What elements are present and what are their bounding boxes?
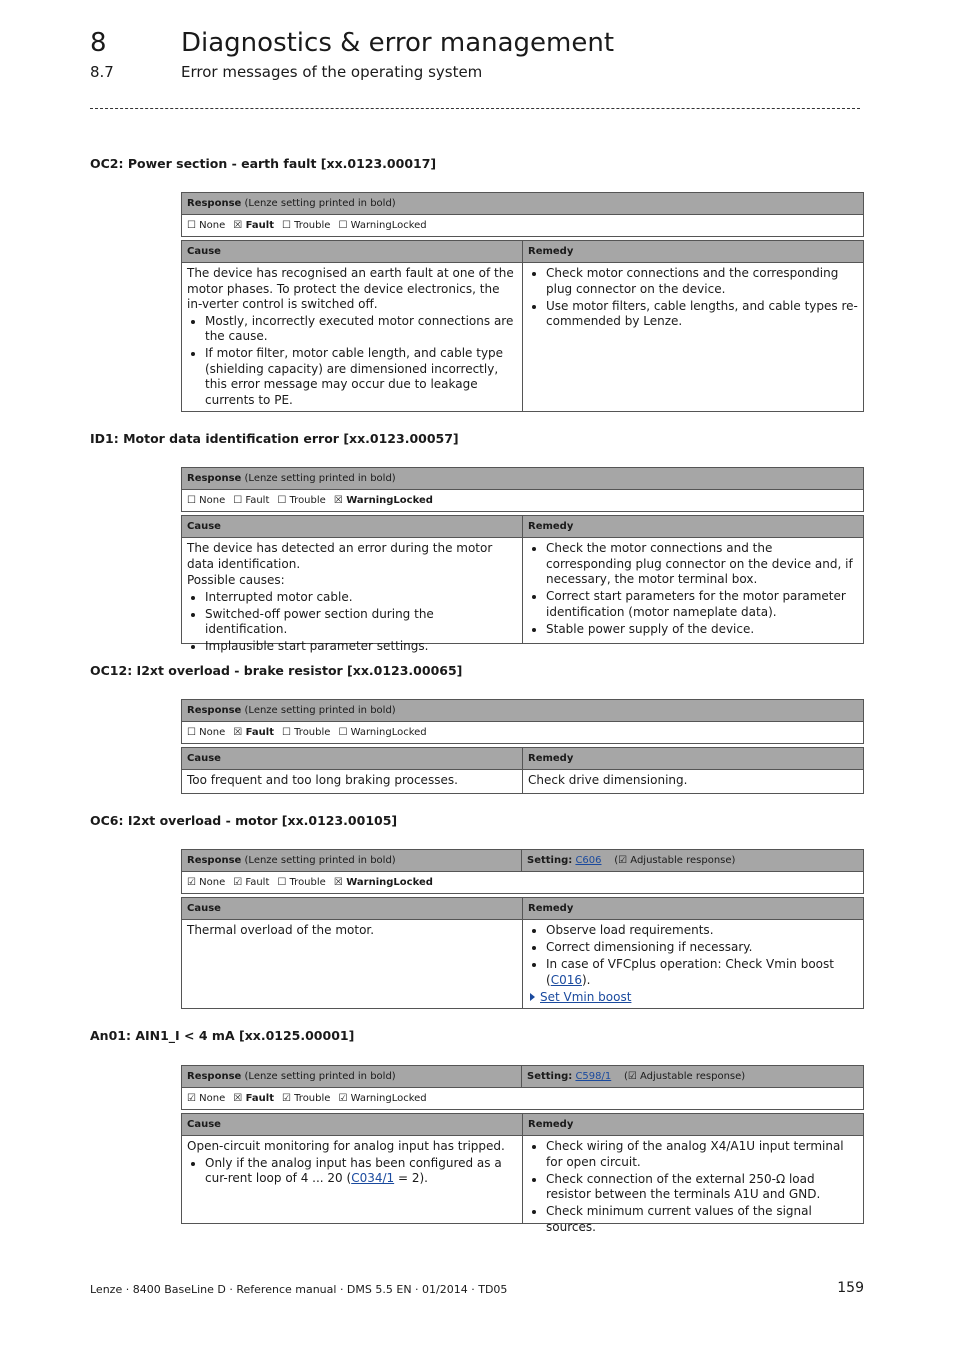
response-table-an01 xyxy=(181,1065,864,1110)
link-arrow-icon xyxy=(530,993,535,1001)
cause-bullet: • Implausible start parameter settings. xyxy=(205,639,518,655)
option-trouble: ☐ Trouble xyxy=(277,495,326,506)
option-warninglocked: ☒ WarningLocked xyxy=(333,877,433,888)
response-label: Response xyxy=(187,1071,242,1082)
cause-remedy-table-an01 xyxy=(181,1113,864,1234)
remedy-header: Remedy xyxy=(528,521,574,532)
chapter-title: Diagnostics & error management xyxy=(181,28,615,58)
cause-bullet: • Switched-off power section during the identification. xyxy=(205,607,518,638)
remedy-header: Remedy xyxy=(528,753,574,764)
response-note: (Lenze setting printed in bold) xyxy=(244,705,396,716)
option-none: ☐ None xyxy=(187,220,226,231)
cause-text: The device has recognised an earth fault at one of the motor phases. To protect the device electronics, the in-verter control is switched off. xyxy=(187,266,514,311)
section-number: 8.7 xyxy=(90,63,114,81)
response-note: (Lenze setting printed in bold) xyxy=(244,198,396,209)
cause-bullet-pre: Only if the analog input has been configured as a cur-rent loop of 4 ... 20 ( xyxy=(205,1155,502,1185)
set-vmin-boost-link[interactable]: Set Vmin boost xyxy=(540,989,632,1004)
cause-header: Cause xyxy=(182,898,523,919)
response-note: (Lenze setting printed in bold) xyxy=(244,1071,396,1082)
remedy-header: Remedy xyxy=(528,246,574,257)
c016-link[interactable]: C016 xyxy=(550,972,582,987)
error-heading-oc6: OC6: I2xt overload - motor [xx.0123.00105] xyxy=(90,813,398,828)
response-label: Response xyxy=(187,473,242,484)
error-heading-an01: An01: AIN1_I < 4 mA [xx.0125.00001] xyxy=(90,1028,355,1043)
remedy-bullet: • Correct dimensioning if necessary. xyxy=(546,940,859,956)
option-trouble: ☐ Trouble xyxy=(282,727,331,738)
option-none: ☑ None xyxy=(187,877,226,888)
remedy-bullet: • Check the motor connections and the corresponding plug connector on the device and, if necessary, the motor terminal box. xyxy=(546,541,859,588)
response-note: (Lenze setting printed in bold) xyxy=(244,855,396,866)
adjustable-response: (☑ Adjustable response) xyxy=(614,855,736,866)
remedy-bullet: • Check wiring of the analog X4/A1U input terminal for open circuit. xyxy=(546,1139,859,1170)
option-warninglocked: ☒ WarningLocked xyxy=(333,495,433,506)
cause-remedy-table-oc12 xyxy=(181,747,864,794)
response-label: Response xyxy=(187,705,242,716)
remedy-cell xyxy=(523,1136,863,1234)
option-fault: ☒ Fault xyxy=(233,1093,275,1104)
cause-cell xyxy=(182,263,523,411)
error-heading-oc12: OC12: I2xt overload - brake resistor [xx.0123.00065] xyxy=(90,663,463,678)
cause-bullet: • Mostly, incorrectly executed motor connections are the cause. xyxy=(205,314,518,345)
cause-header: Cause xyxy=(182,748,523,769)
option-trouble: ☑ Trouble xyxy=(282,1093,331,1104)
error-heading-id1: ID1: Motor data identification error [xx.0123.00057] xyxy=(90,431,459,446)
remedy-bullet: • Check motor connections and the corresponding plug connector on the device. xyxy=(546,266,859,297)
chapter-number: 8 xyxy=(90,28,107,58)
remedy-cell xyxy=(523,920,863,1008)
section-title: Error messages of the operating system xyxy=(181,63,483,81)
response-table-oc6 xyxy=(181,849,864,894)
remedy-text: Check drive dimensioning. xyxy=(528,773,688,787)
option-none: ☐ None xyxy=(187,727,226,738)
remedy-bullet-vmin xyxy=(546,957,859,988)
remedy-bullet: • Stable power supply of the device. xyxy=(546,622,859,638)
response-label: Response xyxy=(187,198,242,209)
response-table-id1 xyxy=(181,467,864,512)
response-table-oc12 xyxy=(181,699,864,744)
remedy-bullet: • Check minimum current values of the signal sources. xyxy=(546,1204,859,1235)
cause-header: Cause xyxy=(182,516,523,537)
remedy-header: Remedy xyxy=(528,1119,574,1130)
cause-cell xyxy=(182,538,523,653)
remedy-bullet: • Use motor filters, cable lengths, and cable types re-commended by Lenze. xyxy=(546,299,859,330)
remedy-bullet: • Observe load requirements. xyxy=(546,923,859,939)
response-note: (Lenze setting printed in bold) xyxy=(244,473,396,484)
remedy-bullet: • Correct start parameters for the motor parameter identification (motor nameplate data). xyxy=(546,589,859,620)
cause-text: The device has detected an error during the motor data identification. xyxy=(187,541,493,571)
remedy-bullet: • Check connection of the external 250-Ω load resistor between the terminals A1U and GND. xyxy=(546,1172,859,1203)
response-label: Response xyxy=(187,855,242,866)
cause-bullet xyxy=(205,1156,518,1187)
cause-cell xyxy=(182,770,523,793)
cause-text: Open-circuit monitoring for analog input has tripped. xyxy=(187,1139,505,1153)
cause-remedy-table-id1 xyxy=(181,515,864,653)
adjustable-response: (☑ Adjustable response) xyxy=(623,1071,746,1082)
setting-code-link[interactable]: C598/1 xyxy=(575,1071,612,1082)
option-trouble: ☐ Trouble xyxy=(282,220,331,231)
cause-header: Cause xyxy=(182,241,523,262)
option-fault: ☐ Fault xyxy=(233,495,270,506)
remedy-cell xyxy=(523,263,863,411)
setting-label: Setting: xyxy=(527,855,573,866)
option-warninglocked: ☑ WarningLocked xyxy=(338,1093,427,1104)
cause-cell xyxy=(182,920,523,1008)
cause-text-possible: Possible causes: xyxy=(187,573,285,587)
cause-remedy-table-oc2 xyxy=(181,240,864,412)
option-none: ☐ None xyxy=(187,495,226,506)
option-fault: ☒ Fault xyxy=(233,220,275,231)
option-fault: ☑ Fault xyxy=(233,877,270,888)
cause-bullet: • If motor filter, motor cable length, and cable type (shielding capacity) are dimensioned incorrectly, this error message may occur due to leakage currents to PE. xyxy=(205,346,518,408)
option-fault: ☒ Fault xyxy=(233,727,275,738)
cause-text: Too frequent and too long braking processes. xyxy=(187,773,458,787)
remedy-vmin-post: ). xyxy=(581,972,591,987)
cause-text: Thermal overload of the motor. xyxy=(187,923,375,937)
remedy-cell xyxy=(523,770,863,793)
cause-header: Cause xyxy=(182,1114,523,1135)
option-warninglocked: ☐ WarningLocked xyxy=(338,727,427,738)
response-table-oc2 xyxy=(181,192,864,237)
remedy-cell xyxy=(523,538,863,643)
header-divider xyxy=(90,108,860,109)
option-warninglocked: ☐ WarningLocked xyxy=(338,220,427,231)
footer-text: Lenze · 8400 BaseLine D · Reference manual · DMS 5.5 EN · 01/2014 · TD05 xyxy=(90,1283,508,1296)
error-heading-oc2: OC2: Power section - earth fault [xx.0123.00017] xyxy=(90,156,437,171)
cause-bullet-post: = 2). xyxy=(394,1171,428,1185)
remedy-vmin-pre: In case of VFCplus operation: Check Vmin boost ( xyxy=(546,957,834,987)
cause-bullet: • Interrupted motor cable. xyxy=(205,590,518,606)
option-none: ☑ None xyxy=(187,1093,226,1104)
setting-label: Setting: xyxy=(527,1071,573,1082)
cause-remedy-table-oc6 xyxy=(181,897,864,1009)
cause-cell xyxy=(182,1136,523,1223)
setting-code-link[interactable]: C606 xyxy=(575,855,602,866)
remedy-header: Remedy xyxy=(528,903,574,914)
page-number: 159 xyxy=(837,1280,864,1296)
option-trouble: ☐ Trouble xyxy=(277,877,326,888)
c034-link[interactable]: C034/1 xyxy=(351,1171,395,1185)
